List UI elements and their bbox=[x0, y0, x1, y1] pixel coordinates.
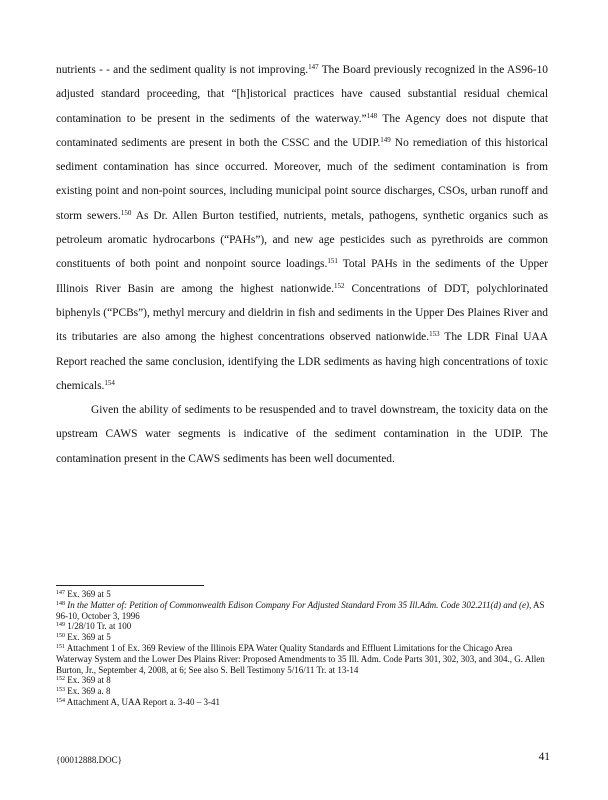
footnotes bbox=[56, 589, 550, 708]
footnote-154: $^{154}$ Attachment A, UAA Report a. 3-40 – 3-41 bbox=[56, 696, 220, 707]
footnote-152: $^{152}$ Ex. 369 at 8 bbox=[56, 675, 111, 686]
footnote-149: $^{149}$ 1/28/10 Tr. at 100 bbox=[56, 621, 132, 632]
body-text bbox=[56, 58, 548, 471]
footnote-ref-147[interactable]: 147 bbox=[308, 63, 319, 71]
footnote-153: $^{153}$ Ex. 369 a. 8 bbox=[56, 686, 111, 697]
footnote-148: $^{148}$ In the Matter of: Petition of Commonwealth Edison Company For Adjusted Standard From 35 Ill.Adm. Code 302.211(d) and (e), AS 96-10, October 3, 1996 bbox=[56, 599, 545, 621]
paragraph-1: nutrients - - and the sediment quality is not improving.$^{147}$ The Board previously recognized in the AS96-10 adjusted standard proceeding, that “[h]istorical practices have caused substantial residual chemical contamination to be present in the sediments of the waterway.”$^{148}$ The Agency does not dispute that contaminated sediments are present in both the CSSC and the UDIP.$^{149}$ No remediation of this historical sediment contamination has since occurred. Moreover, much of the sediment contamination is from existing point and non-point sources, including municipal point source discharges, CSOs, urban runoff and storm sewers.$^{150}$ As Dr. Allen Burton testified, nutrients, metals, pathogens, synthetic organics such as petroleum aromatic hydrocarbons (“PAHs”), and new age pesticides such as pyrethroids are common constituents of both point and nonpoint source loadings.$^{151}$ Total PAHs in the sediments of the Upper Illinois River Basin are among the highest nationwide.$^{152}$ Concentrations of DDT, polychlorinated biphenyls (“PCBs”), methyl mercury and dieldrin in fish and sediments in the Upper Des Plaines River and its tributaries are also among the highest concentrations observed nationwide.$^{153}$ The LDR Final UAA Report reached the same conclusion, identifying the LDR sediments as having high concentrations of toxic chemicals.$^{154}$ bbox=[56, 63, 549, 392]
footnote-ref-148[interactable]: 148 bbox=[366, 111, 378, 120]
paragraph-2: Given the ability of sediments to be resuspended and to travel downstream, the toxicity data on the upstream CAWS water segments is indicative of the sediment contamination in the UDIP. The contamination present in the CAWS sediments has been well documented. bbox=[56, 404, 548, 465]
footnote-ref-152[interactable]: 152 bbox=[333, 281, 345, 290]
footnote-150: $^{150}$ Ex. 369 at 5 bbox=[56, 632, 111, 643]
footnote-ref-149[interactable]: 149 bbox=[380, 135, 391, 144]
footnote-ref-150[interactable]: 150 bbox=[120, 208, 132, 217]
footnote-ref-153[interactable]: 153 bbox=[429, 330, 440, 339]
footnote-ref-151[interactable]: 151 bbox=[327, 257, 338, 266]
footnote-divider bbox=[56, 585, 204, 586]
footnote-147: $^{147}$ Ex. 369 at 5 bbox=[56, 589, 111, 599]
document-id: {00012888.DOC} bbox=[56, 755, 122, 765]
footnote-ref-154[interactable]: 154 bbox=[104, 378, 115, 387]
page-number: 41 bbox=[538, 751, 550, 763]
footnote-151: $^{151}$ Attachment 1 of Ex. 369 Review of the Illinois EPA Water Quality Standards and Effluent Limitations for the Chicago Area Waterway System and the Lower Des Plains River: Proposed Amendments to 35 Ill. Adm. Code Parts 301, 302, 303, and 304., G. Allen Burton, Jr., September 4, 2008, at 6; See also S. Bell Testimony 5/16/11 Tr. at 13-14 bbox=[56, 642, 545, 675]
